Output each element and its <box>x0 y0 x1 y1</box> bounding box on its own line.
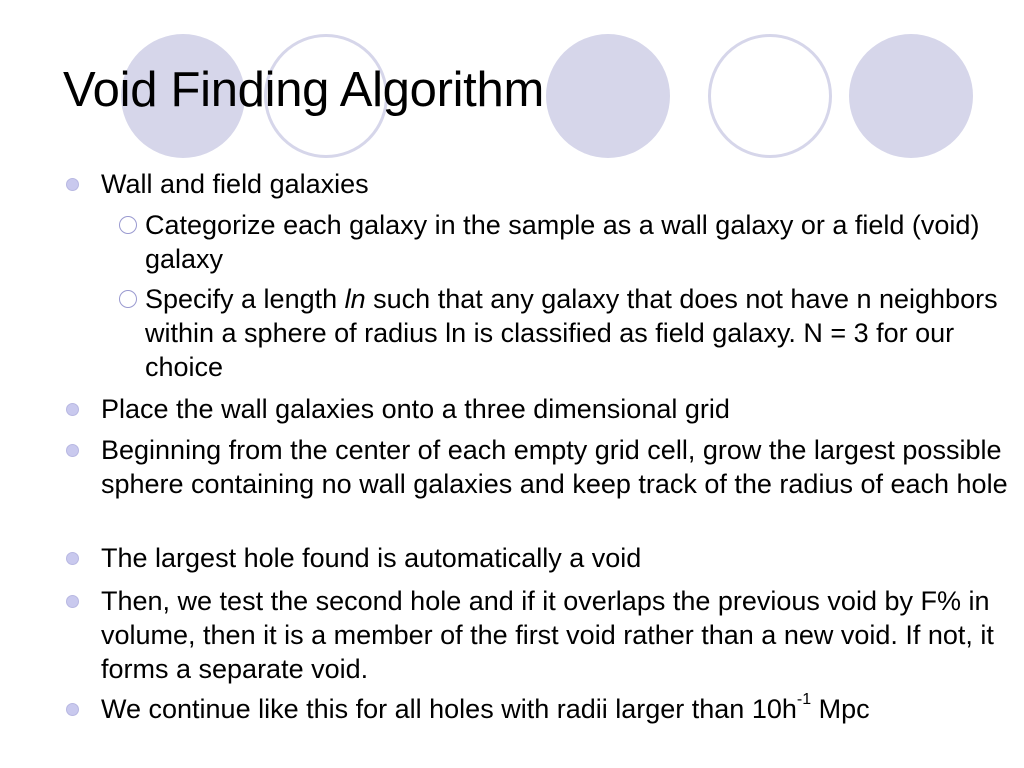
bullet-text-end: Mpc <box>811 694 870 724</box>
bullet-item <box>101 392 1016 426</box>
bullet-superscript: -1 <box>796 691 812 708</box>
bullet-text: Categorize each galaxy in the sample as a wall galaxy or a field (void) galaxy <box>145 210 980 274</box>
bullet-item <box>101 541 1016 575</box>
decorative-circle <box>708 34 832 158</box>
bullet-dot-icon <box>66 444 79 457</box>
bullet-text: The largest hole found is automatically a void <box>101 543 642 573</box>
bullet-text: Beginning from the center of each empty grid cell, grow the largest possible sphere containing no wall galaxies and keep track of the radius of each hole <box>101 435 1008 499</box>
bullet-text: Place the wall galaxies onto a three dimensional grid <box>101 394 730 424</box>
bullet-dot-icon <box>66 595 79 608</box>
sub-bullet-item <box>145 282 1005 384</box>
bullet-text-start: Specify a length <box>145 284 345 314</box>
bullet-text-end: such that any galaxy that does not have n neighbors within a sphere of radius ln is classified as field galaxy. N = 3 for our choice <box>145 284 998 382</box>
bullet-text-italic: ln <box>344 284 366 314</box>
sub-bullet-item <box>145 208 1005 276</box>
bullet-dot-icon <box>66 703 79 716</box>
bullet-dot-icon <box>66 178 79 191</box>
bullet-dot-icon <box>66 552 79 565</box>
bullet-item <box>101 167 1016 201</box>
bullet-text-start: We continue like this for all holes with radii larger than 10h <box>101 694 797 724</box>
bullet-text: Then, we test the second hole and if it overlaps the previous void by F% in volume, then it is a member of the first void rather than a new void. If not, it forms a separate void. <box>101 586 994 684</box>
bullet-ring-icon <box>119 290 137 308</box>
bullet-dot-icon <box>66 403 79 416</box>
bullet-item <box>101 692 1016 726</box>
bullet-item <box>101 433 1016 501</box>
bullet-text: Wall and field galaxies <box>101 169 369 199</box>
slide-title: Void Finding Algorithm <box>63 63 544 117</box>
decorative-circle <box>546 34 670 158</box>
bullet-ring-icon <box>119 216 137 234</box>
bullet-item <box>101 584 1016 686</box>
decorative-circle <box>849 34 973 158</box>
